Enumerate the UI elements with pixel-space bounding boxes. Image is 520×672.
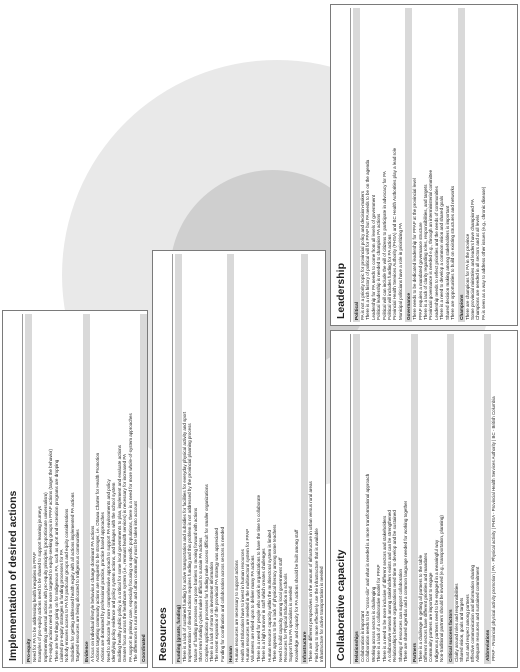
section-heading: Relationships xyxy=(353,334,360,664)
list-item: Nature of funding processes can pose barriers to moving forward with actions xyxy=(192,507,198,662)
list-item: There is a lack of clarity regarding roles, responsibilities, and targets xyxy=(423,184,429,320)
list-item: PPAP requires a mandated governance structure xyxy=(417,222,423,320)
list-item: Indigenous partners need to be engaged in a meaningful way xyxy=(433,539,439,662)
list-item: There needs to be dedicated leadership for PPAP at the provincial level xyxy=(412,178,418,320)
list-item: Non-traditional partners should be involved (e.g., transportation, planning) xyxy=(439,515,445,662)
list-item: Health and Education have to invest in human resources xyxy=(239,549,245,662)
list-item: Human resource capacity within the multisectoral system is limited xyxy=(266,529,272,662)
legend-text: PPAP - Provincial physical activity promotion | PA - Physical activity | PHSA - Provincial Health Services Authority | BC - British Columbia xyxy=(490,396,496,661)
list-item: Need for PA to be addressing health inequities in PPAP xyxy=(32,552,37,662)
list-item: There is a lack of return on investment information xyxy=(209,561,215,662)
list-item: Implementing universal actions with pro-equity principles (proportionate universalism) xyxy=(42,492,48,662)
list-item: Pro-equity actions need to be more targeted to equity-seeking groups in PPAP actions (target the behavior) xyxy=(48,449,54,662)
list-item: Infrastructure for active transportation is needed xyxy=(318,566,324,662)
list-item: Actions targeting community actions are required to be stronger, i.e. Ottawa Charter for Health Promotion xyxy=(95,452,101,662)
section-heading: Infrastructure xyxy=(301,254,308,664)
list-item: Short term funding cycles make it difficult to sustain PA actions xyxy=(198,537,204,662)
section-heading: Evidence xyxy=(83,314,90,664)
list-item: Different sectors have different priorities and mandates xyxy=(423,552,429,662)
list-item: Clarity around roles and responsibilities xyxy=(453,583,459,662)
list-item: Complex application processes for funding make access difficult for smaller organizations xyxy=(203,484,209,662)
list-item: Provincial governance is needed e.g., through an interministerial committee xyxy=(428,169,434,320)
list-item: Nobody ensures access to PA for particular groups and equity considerations xyxy=(64,508,70,662)
list-item: A collaborative network among stakeholders exists and can be strengthened xyxy=(387,510,393,662)
list-item: There is a rich history of political will for PPAP but PA needs to be on the agenda xyxy=(365,159,371,320)
list-item: The differences in rural remote and urban community must be taken into account xyxy=(132,501,138,662)
panel-collaborative xyxy=(330,330,518,668)
list-item: Champions are needed in all sectors and at all levels xyxy=(475,214,481,320)
list-item: Leadership for PA needs to come from all levels of government xyxy=(370,195,376,320)
list-item: Identifying policy evidence and policy system actions, and linkages with the school system xyxy=(111,482,117,662)
list-item xyxy=(147,314,148,664)
section-heading: Funding (grants, funding) xyxy=(175,254,182,664)
section-heading: Champions xyxy=(458,8,465,322)
list-item: Support from PA specialists is needed xyxy=(288,586,294,662)
list-item: There is a need for people who work in organizations to have the time to collaborate xyxy=(255,494,261,662)
list-item: Municipal politicians have a role in prioritizing PA xyxy=(397,223,403,320)
list-item: PA is seen as a way to address other issues (e.g., chronic disease) xyxy=(480,186,486,320)
list-item: Community partners are important to engage xyxy=(428,572,434,662)
panel-body-collaborative xyxy=(353,334,481,664)
list-item: Need to advocate for more comprehensive approach to support PA environments and policy xyxy=(105,479,111,662)
list-item: Examples of pro-equity actions need to be shared to support learning journeys xyxy=(37,506,43,662)
legend-heading: Abbreviations xyxy=(484,334,491,664)
list-item: Subsidies for getting addressed health equity with all actions implemented PA actions xyxy=(69,492,75,662)
list-item: Targeted resources are being allocated to Indigenous communities xyxy=(75,529,81,662)
list-item: Knowledge and capacity for PA actions should be built among staff xyxy=(293,529,299,662)
section-heading: Human xyxy=(227,254,234,664)
list-item: There are shared agendas and a common language needed for working together xyxy=(403,500,409,662)
list-item: Political leadership is needed to champion PA actions xyxy=(376,213,382,320)
list-item: PA is not a priority topic for provincial policy and decision-makers xyxy=(360,191,365,320)
list-item: Find ways to more effectively use the infrastructure that is available xyxy=(313,528,319,662)
section-heading: Partners xyxy=(411,334,418,664)
panel-leadership xyxy=(330,4,518,326)
list-item: Human resources are needed in the multisectoral system for PPAP xyxy=(245,528,251,662)
list-item: The recent expansion of the provincial PA strategy was appreciated xyxy=(214,528,220,662)
list-item: Provincial Health Services Authority (PHSA) and BC Health Authorities play a lead role xyxy=(392,147,398,320)
list-item: There are opportunities to build on existing structures and networks xyxy=(450,185,456,320)
panel-title-leadership: Leadership xyxy=(333,8,351,322)
list-item: There is a need to be more inclusive of different sectors and stakeholders xyxy=(381,515,387,662)
list-item: Shared decision making among stakeholders is important xyxy=(444,205,450,320)
list-item: Greater focus across the healthcare system (i.e., remnant health services) is necessary for increased PA xyxy=(122,453,128,662)
section-heading: Coordinated xyxy=(140,314,147,664)
list-item: There are champions for PA in the province xyxy=(464,233,470,320)
list-item: Volunteers are relied upon to deliver many PA actions xyxy=(250,555,256,662)
list-item: Working across sectors is challenging xyxy=(370,586,376,662)
list-item: Collaboration needs to be "cross-silo" and what is needed is a more transformational approach xyxy=(365,473,371,662)
list-item: Need to build capacity among local government staff xyxy=(277,557,283,662)
list-item: There are different perspectives on the amount of infrastructure in urban versus rural areas xyxy=(308,481,314,662)
list-item: Leadership needs to reflect priorities and the needs of communities xyxy=(433,186,439,320)
panel-title-implementation: Implementation of desired actions xyxy=(5,314,23,664)
section-heading: Critical success factors xyxy=(447,334,454,664)
panel-title-resources: Resources xyxy=(155,254,173,664)
list-item: Trust and respect among partners xyxy=(464,594,470,662)
section-heading: Governance xyxy=(405,8,412,322)
list-item: Building healthy public policy is a critical for some local governments to plan, implement and evaluate actions xyxy=(116,445,122,662)
section-heading: Pro-equity xyxy=(25,314,32,664)
list-item: Limited pro-equity strategies in funding processes for PA xyxy=(59,549,65,662)
list-item: There appears to be a lack of physical literacy among some teachers xyxy=(272,524,278,662)
list-item: Funding for coordination and collaboration across sectors is needed xyxy=(219,526,225,662)
list-item: Relationships between organizations need time to develop and be sustained xyxy=(392,510,398,662)
list-item: There is a need to develop a common vision and shared goals xyxy=(439,195,445,320)
section-heading: Political xyxy=(353,8,360,322)
list-item: Implementation of desired actions requires funding and this problem is not addressed by the provincial planning process xyxy=(187,423,193,662)
panel-body-implementation xyxy=(25,314,148,664)
list-item: There is a lack of sustained funding for active transportation and subsidies for facilities for everyday physical activity and sport xyxy=(182,411,187,662)
panel-title-collaborative: Collaborative capacity xyxy=(333,334,351,664)
list-item: There is a high turnover in staff which creates challenges xyxy=(261,548,267,662)
list-item: Adequate resources and sustained commitment xyxy=(475,566,481,662)
panel-body-leadership xyxy=(353,8,486,322)
list-item: There is a lack of a collaborative model for PPAP xyxy=(376,564,382,662)
list-item: A focus on individual lifestyle behaviour change dominant PA actions xyxy=(89,525,95,662)
list-item: Political will can include the will of citizens to participate in advocacy for PA xyxy=(381,171,387,320)
list-item: Effective communication and information sharing xyxy=(469,565,475,662)
list-item: Collaboration is important xyxy=(360,610,365,662)
panel-implementation xyxy=(2,310,148,668)
list-item: There is a challenge in getting all partners to the table xyxy=(417,554,423,662)
list-item: There are few things going on for Indigenous PA, such as sport and recreation programs are dropping xyxy=(53,459,59,662)
list-item: Sharing of resources can support collaboration xyxy=(397,568,403,662)
list-item: Actions are dominated by professional practice, practice based approaches xyxy=(100,512,106,662)
list-item: Resources for Physical Education in schools xyxy=(282,573,288,662)
panel-resources xyxy=(152,250,326,668)
list-item: PA support in primary care, especially focusing on specific populations, there is a need for more whole-of-system approaches xyxy=(127,413,133,662)
list-item: Shared vision, goals and targets xyxy=(459,597,465,662)
panel-body-resources xyxy=(175,254,326,664)
list-item: Some provincial ministries and leaders have championed PA xyxy=(469,199,475,320)
list-item: Political will includes funding for PA actions xyxy=(387,234,393,320)
list-item: Human resources are necessary to support actions xyxy=(234,560,240,662)
